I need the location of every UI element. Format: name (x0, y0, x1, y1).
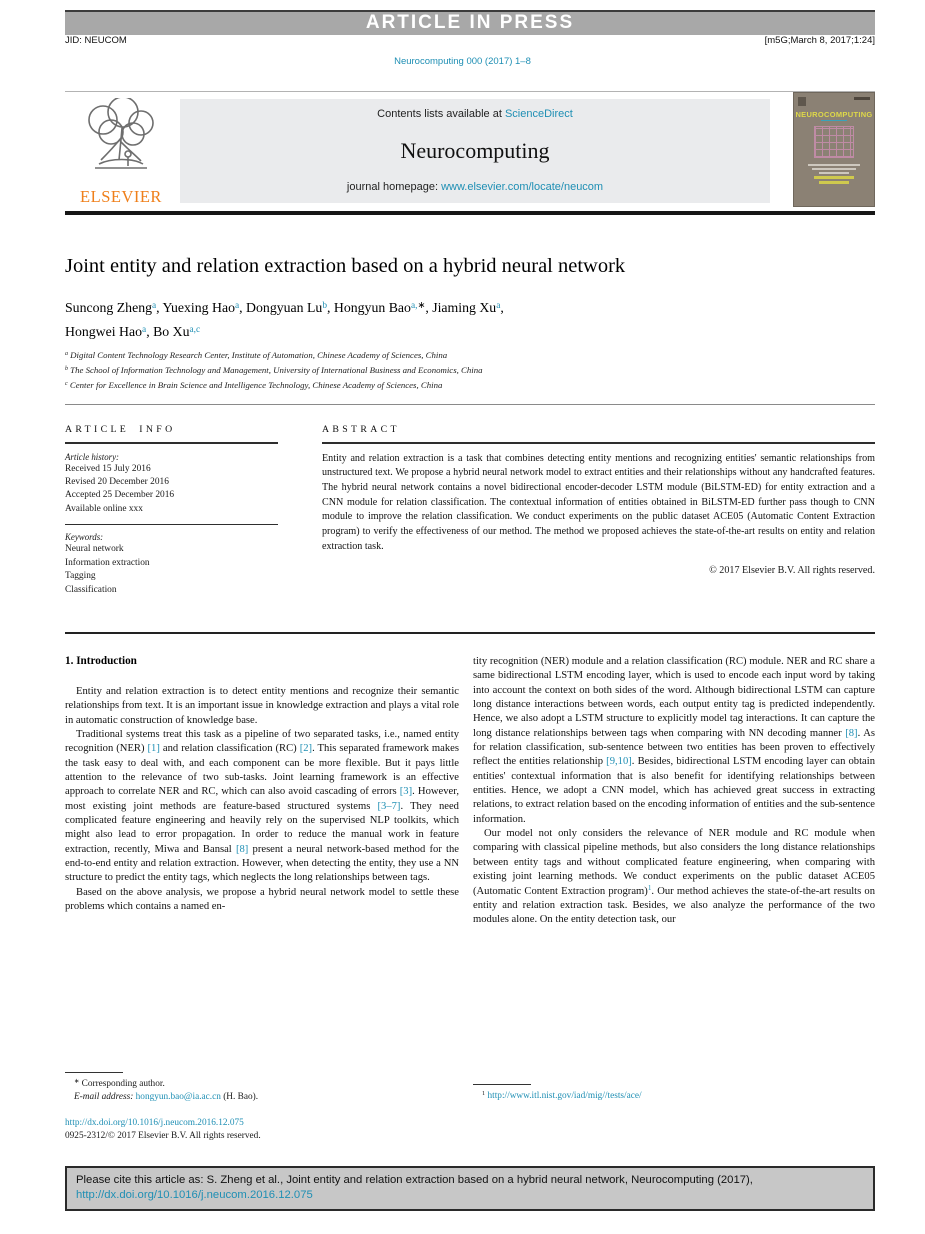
heading-rule (65, 442, 278, 444)
jid-label: JID: NEUCOM (65, 35, 127, 46)
text-segment: . Our method achieves the state-of-the-art results on entity and relation extraction task. Besides, we also analyze the performance of the two modules alone. On the entity detection task, our (473, 885, 875, 926)
text-segment: . Besides, bidirectional LSTM encoding layer can obtain entities' contextual information that is also benefit for identifying relationships between entities. Hence, we adopt a CNN model, which has achieved great success in extracting relations, to extract relation based on the encoding information of entities and the sub-sentence information. (473, 756, 875, 825)
please-cite-box (65, 1166, 875, 1211)
citation-ref[interactable]: [1] (147, 743, 160, 755)
text-segment: Digital Content Technology Research Center, Institute of Automation, Chinese Academy of Sciences, China (67, 350, 448, 360)
top-rule (65, 91, 875, 92)
inline-link[interactable]: a, (410, 300, 418, 311)
text-segment: , Yuexing Hao (156, 300, 235, 315)
contents-line (377, 108, 573, 120)
text-segment: (H. Bao). (220, 1092, 259, 1102)
text-segment: . As for relation classification, sub-sentence between two entities has been proven to effectively reflect the entities relationship (473, 727, 875, 768)
body-paragraph (65, 685, 459, 728)
text-segment: , Bo Xu (146, 324, 190, 339)
text-segment: Traditional systems treat this task as a pipeline of two separated tasks, i.e., named entity recognition (NER) (65, 729, 459, 755)
history-item: Accepted 25 December 2016 (65, 490, 175, 501)
article-in-press-banner: ARTICLE IN PRESS (65, 10, 875, 35)
text-segment: Entity and relation extraction is to detect entity mentions and recognize their semantic relationships from text. It is an important issue in knowledge extraction and plays a vital role in automatic construction of knowledge base. (65, 686, 459, 726)
cover-art-line (819, 181, 849, 184)
article-info-column (65, 424, 278, 597)
page-title: Joint entity and relation extraction based on a hybrid neural network (65, 255, 626, 277)
text-segment: b (65, 366, 68, 373)
cover-grid-art (814, 126, 854, 158)
heading-rule (322, 442, 875, 444)
cover-art-line (819, 172, 849, 174)
homepage-link[interactable]: www.elsevier.com/locate/neucom (441, 181, 604, 193)
footnote-rule (65, 1072, 123, 1073)
keywords-label: Keywords: (65, 532, 104, 543)
info-divider-rule (65, 524, 278, 525)
citation-ref[interactable]: [3] (399, 786, 413, 798)
journal-cover-thumbnail[interactable] (793, 92, 875, 207)
history-item: Received 15 July 2016 (65, 463, 151, 474)
doi-line (65, 1117, 459, 1130)
proof-stamp: [m5G;March 8, 2017;1:24] (764, 35, 875, 46)
cover-art-line (812, 168, 856, 170)
text-segment: , Dongyuan Lu (239, 300, 323, 315)
citation-ref[interactable]: [8] (845, 727, 858, 739)
cover-logo-mark (798, 97, 806, 106)
keyword-item: Neural network (65, 544, 124, 555)
section-heading-introduction: 1. Introduction (65, 655, 137, 667)
text-segment: Contents lists available at (377, 108, 505, 120)
text-segment: The School of Information Technology and Management, University of International Business and Economics, China (67, 364, 483, 375)
abstract-heading: ABSTRACT (322, 424, 400, 435)
text-segment: 1 (482, 1090, 486, 1098)
history-item: Available online xxx (65, 503, 143, 514)
doi-link[interactable]: http://dx.doi.org/10.1016/j.neucom.2016.12.075 (65, 1118, 244, 1128)
cover-rule (821, 120, 847, 121)
cover-title: NEUROCOMPUTING (795, 110, 873, 119)
text-segment: c (65, 380, 68, 387)
keyword-item: Classification (65, 584, 117, 595)
text-segment: ∗ (417, 300, 426, 311)
inline-link[interactable]: a (152, 300, 157, 311)
article-info-heading: ARTICLE INFO (65, 424, 176, 435)
text-segment: Our model not only considers the relevance of NER module and RC module when comparing with classical pipeline methods, but also considers the long distance relationships between entity tags and without complicated feature engineering, when comparing with existing joint learning methods. We conduct experiments on the public dataset ACE05 (Automatic Content Extraction program) (473, 828, 875, 897)
journal-header-box (180, 99, 770, 203)
journal-title: Neurocomputing (400, 137, 550, 163)
text-segment: Based on the above analysis, we propose a hybrid neural network model to settle these problems which contains a named en- (65, 886, 459, 913)
footnote-url-link[interactable]: http://www.itl.nist.gov/iad/mig//tests/ace/ (487, 1091, 642, 1101)
cite-doi-link[interactable]: http://dx.doi.org/10.1016/j.neucom.2016.12.075 (76, 1189, 313, 1201)
inline-link[interactable]: a (496, 300, 501, 311)
text-segment: , Jiaming Xu (425, 300, 497, 315)
body-column-right (473, 655, 875, 928)
masthead-row (65, 35, 875, 46)
keyword-item: Information extraction (65, 557, 150, 568)
footnote-left (65, 1072, 459, 1143)
elsevier-tree-icon (71, 98, 171, 184)
journal-citation-link[interactable]: Neurocomputing 000 (2017) 1–8 (394, 56, 531, 67)
text-segment: . This separated framework makes the task easy to deal with, and each component can be more flexible. But it pays little attention to the relevance of two sub-tasks. Joint learning framework is an effective approach to correlate NER and RC, which can also avoid cascading of errors (65, 743, 459, 798)
text-segment: , (500, 300, 504, 315)
article-history-label: Article history: (65, 451, 119, 462)
header-divider-rule (65, 211, 875, 215)
text-segment: . They need complicated feature engineering and heavily rely on the supervised NLP toolkits, which might also lead to error propagation. In order to reduce the manual work in feature extraction, recently, Miwa and Bansal (65, 800, 459, 855)
copyright-line: © 2017 Elsevier B.V. All rights reserved. (709, 565, 875, 577)
abstract-text: Entity and relation extraction is a task that combines detecting entity mentions and recognizing entities' semantic relationships from unstructured text. We propose a hybrid neural network model to extract entities and their relationships without any handcrafted features. The hybrid neural network contains a novel bidirectional encoder-decoder LSTM module (BiLSTM-ED) for entity extraction and a CNN module for relation classification. The contextual information of entities obtained in BiLSTM-ED further pass though to CNN module to improve the relation classification. We conduct experiments on the public dataset ACE05 (Automatic Content Extraction program) to verify the effectiveness of our method. The method we proposed achieves the state-of-the-art results on entity and relation extraction task. (322, 452, 875, 552)
inline-link[interactable]: a,c (189, 324, 201, 335)
body-paragraph (473, 655, 875, 827)
footnote-right (473, 1084, 875, 1103)
cover-issue-text (854, 97, 870, 100)
inline-link[interactable]: b (322, 300, 327, 311)
abstract-column (322, 424, 875, 576)
affiliation (65, 349, 845, 364)
authors-line (65, 297, 845, 321)
elsevier-wordmark: ELSEVIER (80, 187, 162, 206)
text-segment: ∗ (74, 1078, 80, 1086)
cover-art-line (808, 164, 860, 166)
cover-art-line (814, 176, 854, 179)
footnote-rule (473, 1084, 531, 1085)
history-item: Revised 20 December 2016 (65, 476, 169, 487)
body-paragraph (65, 886, 459, 915)
footnote-ref[interactable]: 1 (647, 884, 652, 893)
text-segment: Please cite this article as: S. Zheng et al., Joint entity and relation extraction based on a hybrid neural network, Neurocomputing (2017), (76, 1174, 753, 1186)
text-segment: and relation classification (RC) (159, 743, 300, 755)
body-paragraph (473, 827, 875, 927)
elsevier-logo (66, 98, 176, 206)
citation-ref[interactable]: [2] (299, 743, 313, 755)
body-paragraph (65, 728, 459, 886)
section-divider-rule (65, 632, 875, 634)
sciencedirect-link[interactable]: ScienceDirect (504, 108, 573, 120)
corresponding-author-note (65, 1078, 459, 1091)
affiliations-divider-rule (65, 404, 875, 405)
citation-ref[interactable]: [8] (235, 843, 249, 855)
body-column-left (65, 655, 459, 915)
inline-link[interactable]: a (234, 300, 240, 311)
text-segment: , Hongyun Bao (327, 300, 411, 315)
homepage-line (347, 181, 603, 193)
keyword-item: Tagging (65, 571, 96, 582)
text-segment: Corresponding author. (79, 1079, 165, 1089)
citation-ref[interactable]: [9,10] (606, 756, 632, 768)
footnote-url-line (473, 1090, 875, 1103)
text-segment: a (65, 351, 68, 358)
authors-line (65, 321, 845, 345)
email-link[interactable]: hongyun.bao@ia.ac.cn (135, 1092, 221, 1102)
text-segment: Center for Excellence in Brain Science and Intelligence Technology, Chinese Academy of Sciences, China (67, 379, 443, 390)
text-segment: . However, most existing joint methods are feature-based structured systems (65, 786, 459, 812)
affiliation (65, 379, 845, 394)
affiliation (65, 364, 845, 379)
text-segment: Hongwei Hao (65, 324, 143, 339)
authors-block (65, 297, 845, 345)
text-segment: Suncong Zheng (65, 300, 152, 315)
citation-ref[interactable]: [3–7] (377, 800, 401, 812)
text-segment: tity recognition (NER) module and a relation classification (RC) module. NER and RC share a same bidirectional LSTM encoding layer, which is used to encode each input word by taking into account the context on both sides of the word. Although bidirectional LSTM can capture long distance interactions between words, each output entity tag is predicted independently. Hence, we also adopt a LSTM structure to explicitly model tag interactions. It can capture the long distance relationships between tags when comparing with NN decoding manner (473, 656, 875, 739)
issn-line: 0925-2312/© 2017 Elsevier B.V. All rights reserved. (65, 1131, 261, 1141)
inline-link[interactable]: a (142, 324, 147, 335)
text-segment: present a neural network-based method for the end-to-end entity and relation extraction. However, when detecting the entity, they use a NN structure to predict the entity tags, which neglects the long relationships between tags. (65, 843, 459, 884)
text-segment: E-mail address: (74, 1092, 134, 1102)
email-line (65, 1091, 459, 1104)
affiliations-block (65, 349, 845, 393)
text-segment: journal homepage: (346, 181, 442, 193)
